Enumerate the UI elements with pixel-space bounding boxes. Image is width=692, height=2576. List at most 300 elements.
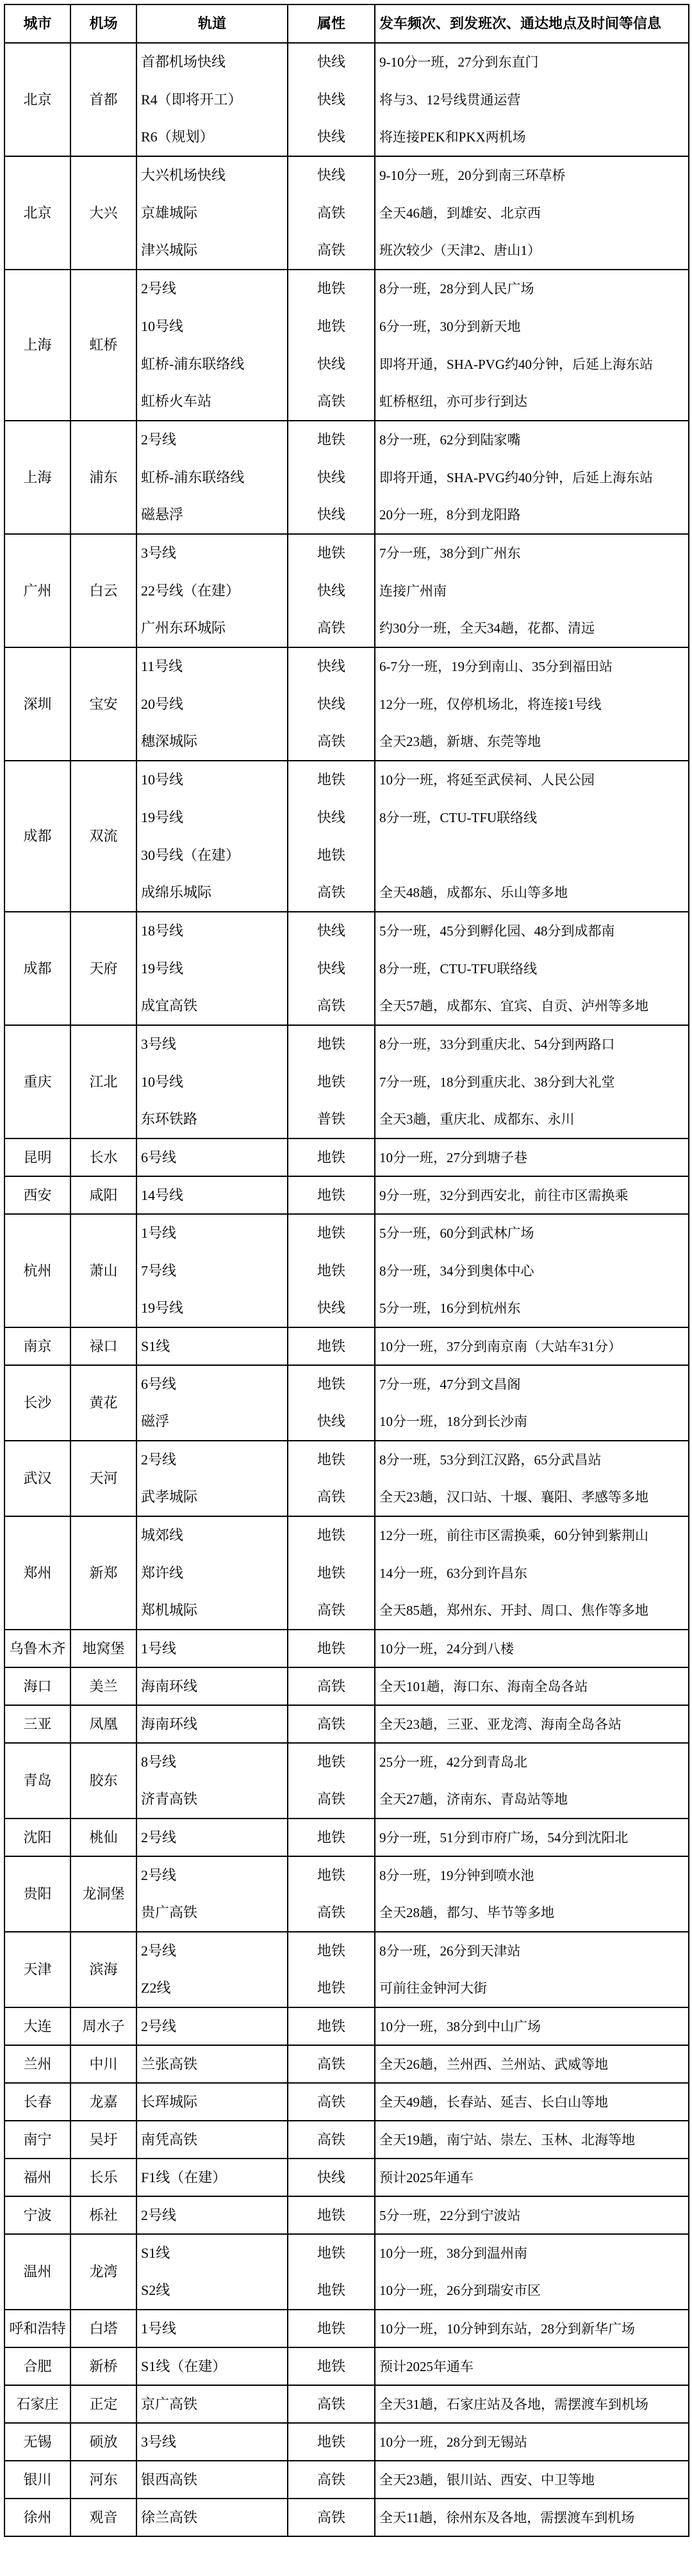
city-cell: 昆明 (4, 1138, 70, 1176)
type-cell: 快线 (288, 345, 375, 383)
type-cell: 高铁 (288, 874, 375, 912)
airport-cell: 桃仙 (70, 1819, 136, 1856)
type-cell: 快线 (288, 1403, 375, 1441)
info-cell: 全天11趟，徐州东及各地，需摆渡车到机场 (375, 2499, 689, 2536)
info-cell: 10分一班，18分到长沙南 (375, 1403, 689, 1441)
airport-cell: 萧山 (70, 1214, 136, 1327)
info-cell: 全天101趟，海口东、海南全岛各站 (375, 1667, 689, 1705)
type-cell: 快线 (288, 572, 375, 610)
table-row (4, 1705, 689, 1743)
city-cell: 重庆 (4, 1025, 70, 1138)
rail-line-cell: R4（即将开工） (136, 81, 288, 118)
info-cell: 14分一班，63分到许昌东 (375, 1554, 689, 1592)
info-cell: 7分一班，38分到广州东 (375, 534, 689, 572)
rail-line-cell: 成绵乐城际 (136, 874, 288, 912)
info-cell: 8分一班，53分到江汉路，65分武昌站 (375, 1441, 689, 1478)
city-cell: 宁波 (4, 2196, 70, 2234)
city-cell: 呼和浩特 (4, 2310, 70, 2347)
rail-line-cell: 成宜高铁 (136, 987, 288, 1025)
rail-line-cell: 19号线 (136, 950, 288, 987)
info-cell: 9分一班，51分到市府广场，54分到沈阳北 (375, 1819, 689, 1856)
type-cell: 地铁 (288, 1138, 375, 1176)
info-cell: 全天48趟，成都东、乐山等多地 (375, 874, 689, 912)
type-cell: 快线 (288, 496, 375, 534)
city-cell: 武汉 (4, 1441, 70, 1516)
rail-line-cell: 22号线（在建） (136, 572, 288, 610)
city-cell: 郑州 (4, 1516, 70, 1630)
rail-line-cell: Z2线 (136, 1970, 288, 2007)
info-cell: 全天85趟，郑州东、开封、周口、焦作等多地 (375, 1592, 689, 1630)
airport-cell: 江北 (70, 1025, 136, 1138)
type-cell: 快线 (288, 1290, 375, 1327)
info-cell: 20分一班，8分到龙阳路 (375, 496, 689, 534)
table-body (4, 43, 689, 2536)
rail-line-cell: S1线（在建） (136, 2347, 288, 2385)
rail-line-cell: 大兴机场快线 (136, 156, 288, 194)
city-cell: 兰州 (4, 2045, 70, 2083)
airport-cell: 地窝堡 (70, 1630, 136, 1667)
airport-cell: 河东 (70, 2461, 136, 2499)
header-row (4, 4, 689, 43)
info-cell: 即将开通，SHA-PVG约40分钟，后延上海东站 (375, 458, 689, 496)
rail-line-cell: 京雄城际 (136, 194, 288, 232)
type-cell: 地铁 (288, 1970, 375, 2007)
city-cell: 上海 (4, 270, 70, 421)
rail-line-cell: 虹桥-浦东联络线 (136, 345, 288, 383)
table-row (4, 2310, 689, 2347)
rail-line-cell: 2号线 (136, 1441, 288, 1478)
rail-line-cell: 2号线 (136, 1856, 288, 1894)
table-row (4, 43, 689, 81)
table-row (4, 1327, 689, 1365)
rail-line-cell: 3号线 (136, 534, 288, 572)
airport-cell: 白塔 (70, 2310, 136, 2347)
info-cell: 25分一班，42分到青岛北 (375, 1743, 689, 1781)
info-cell: 8分一班，CTU-TFU联络线 (375, 798, 689, 836)
airport-cell: 龙嘉 (70, 2083, 136, 2121)
info-cell: 将与3、12号线贯通运营 (375, 81, 689, 118)
rail-line-cell: 10号线 (136, 761, 288, 798)
type-cell: 高铁 (288, 723, 375, 761)
airport-cell: 栎社 (70, 2196, 136, 2234)
info-cell: 全天49趟，长春站、延吉、长白山等地 (375, 2083, 689, 2121)
airport-cell: 天府 (70, 912, 136, 1025)
table-row (4, 2461, 689, 2499)
rail-line-cell: S1线 (136, 2234, 288, 2272)
info-cell: 全天3趟，重庆北、成都东、永川 (375, 1101, 689, 1138)
airport-cell: 黄花 (70, 1365, 136, 1441)
table-row (4, 1856, 689, 1894)
city-cell: 合肥 (4, 2347, 70, 2385)
airport-cell: 虹桥 (70, 270, 136, 421)
info-cell: 全天23趟，汉口站、十堰、襄阳、孝感等多地 (375, 1478, 689, 1516)
rail-line-cell: F1线（在建） (136, 2159, 288, 2196)
table-row (4, 647, 689, 685)
type-cell: 快线 (288, 81, 375, 118)
type-cell: 地铁 (288, 421, 375, 458)
header-airport: 机场 (70, 4, 136, 43)
airport-rail-table (4, 4, 689, 2537)
info-cell: 约30分一班，全天34趟，花都、清远 (375, 610, 689, 647)
airport-cell: 天河 (70, 1441, 136, 1516)
airport-cell: 新桥 (70, 2347, 136, 2385)
type-cell: 地铁 (288, 2272, 375, 2310)
info-cell: 5分一班，45分到孵化园、48分到成都南 (375, 912, 689, 950)
airport-cell: 白云 (70, 534, 136, 647)
info-cell: 10分一班，26分到瑞安市区 (375, 2272, 689, 2310)
rail-line-cell: 海南环线 (136, 1667, 288, 1705)
type-cell: 地铁 (288, 1743, 375, 1781)
city-cell: 上海 (4, 421, 70, 534)
airport-cell: 正定 (70, 2385, 136, 2423)
info-cell: 6-7分一班，19分到南山、35分到福田站 (375, 647, 689, 685)
airport-cell: 中川 (70, 2045, 136, 2083)
type-cell: 快线 (288, 2159, 375, 2196)
city-cell: 银川 (4, 2461, 70, 2499)
info-cell: 9分一班，32分到西安北，前往市区需换乘 (375, 1176, 689, 1214)
city-cell: 深圳 (4, 647, 70, 761)
type-cell: 普铁 (288, 1101, 375, 1138)
info-cell: 9-10分一班，20分到南三环草桥 (375, 156, 689, 194)
type-cell: 快线 (288, 685, 375, 723)
type-cell: 地铁 (288, 1025, 375, 1063)
airport-cell: 硕放 (70, 2423, 136, 2461)
info-cell: 即将开通，SHA-PVG约40分钟，后延上海东站 (375, 345, 689, 383)
airport-cell: 新郑 (70, 1516, 136, 1630)
table-row (4, 2007, 689, 2045)
type-cell: 快线 (288, 156, 375, 194)
type-cell: 地铁 (288, 2310, 375, 2347)
rail-line-cell: 穗深城际 (136, 723, 288, 761)
airport-cell: 观音 (70, 2499, 136, 2536)
rail-line-cell: 津兴城际 (136, 232, 288, 270)
rail-line-cell: 2号线 (136, 1932, 288, 1970)
table-header (4, 4, 689, 43)
table-row (4, 1819, 689, 1856)
type-cell: 地铁 (288, 2196, 375, 2234)
rail-line-cell: 海南环线 (136, 1705, 288, 1743)
info-cell: 10分一班，37分到南京南（大站车31分） (375, 1327, 689, 1365)
type-cell: 高铁 (288, 1705, 375, 1743)
city-cell: 北京 (4, 156, 70, 270)
type-cell: 高铁 (288, 610, 375, 647)
type-cell: 地铁 (288, 2347, 375, 2385)
rail-line-cell: 2号线 (136, 270, 288, 307)
rail-line-cell: 虹桥火车站 (136, 383, 288, 421)
city-cell: 成都 (4, 761, 70, 912)
rail-line-cell: 11号线 (136, 647, 288, 685)
rail-line-cell: 郑许线 (136, 1554, 288, 1592)
type-cell: 高铁 (288, 232, 375, 270)
rail-line-cell: S2线 (136, 2272, 288, 2310)
rail-line-cell: 7号线 (136, 1252, 288, 1290)
rail-line-cell: 城郊线 (136, 1516, 288, 1554)
rail-line-cell: 虹桥-浦东联络线 (136, 458, 288, 496)
rail-line-cell: 3号线 (136, 1025, 288, 1063)
city-cell: 长沙 (4, 1365, 70, 1441)
airport-cell: 宝安 (70, 647, 136, 761)
type-cell: 地铁 (288, 1327, 375, 1365)
type-cell: 地铁 (288, 1365, 375, 1403)
info-cell: 全天27趟，济南东、青岛站等地 (375, 1781, 689, 1819)
info-cell: 5分一班，60分到武林广场 (375, 1214, 689, 1252)
rail-line-cell: 30号线（在建） (136, 836, 288, 874)
rail-line-cell: 2号线 (136, 421, 288, 458)
table-row (4, 1025, 689, 1063)
type-cell: 地铁 (288, 1441, 375, 1478)
info-cell: 10分一班，38分到温州南 (375, 2234, 689, 2272)
info-cell: 7分一班，47分到文昌阁 (375, 1365, 689, 1403)
rail-line-cell: 银西高铁 (136, 2461, 288, 2499)
type-cell: 地铁 (288, 270, 375, 307)
table-row (4, 156, 689, 194)
header-city: 城市 (4, 4, 70, 43)
type-cell: 地铁 (288, 1516, 375, 1554)
type-cell: 高铁 (288, 2045, 375, 2083)
info-cell: 7分一班，18分到重庆北、38分到大礼堂 (375, 1063, 689, 1101)
city-cell: 温州 (4, 2234, 70, 2310)
type-cell: 高铁 (288, 2121, 375, 2159)
city-cell: 南宁 (4, 2121, 70, 2159)
type-cell: 高铁 (288, 2499, 375, 2536)
city-cell: 广州 (4, 534, 70, 647)
info-cell: 8分一班，28分到人民广场 (375, 270, 689, 307)
city-cell: 西安 (4, 1176, 70, 1214)
type-cell: 快线 (288, 118, 375, 156)
table-row (4, 2196, 689, 2234)
table-row (4, 2121, 689, 2159)
table-row (4, 1743, 689, 1781)
info-cell: 全天31趟，石家庄站及各地，需摆渡车到机场 (375, 2385, 689, 2423)
rail-line-cell: 徐兰高铁 (136, 2499, 288, 2536)
type-cell: 地铁 (288, 761, 375, 798)
airport-cell: 滨海 (70, 1932, 136, 2007)
type-cell: 高铁 (288, 2083, 375, 2121)
table-row (4, 1176, 689, 1214)
rail-line-cell: 8号线 (136, 1743, 288, 1781)
rail-line-cell: 郑机城际 (136, 1592, 288, 1630)
type-cell: 地铁 (288, 1856, 375, 1894)
type-cell: 高铁 (288, 1478, 375, 1516)
type-cell: 地铁 (288, 1063, 375, 1101)
type-cell: 地铁 (288, 2423, 375, 2461)
rail-line-cell: 东环铁路 (136, 1101, 288, 1138)
airport-cell: 大兴 (70, 156, 136, 270)
info-cell: 全天23趟，三亚、亚龙湾、海南全岛各站 (375, 1705, 689, 1743)
rail-line-cell: 1号线 (136, 1630, 288, 1667)
rail-line-cell: 20号线 (136, 685, 288, 723)
info-cell: 8分一班，19分钟到喷水池 (375, 1856, 689, 1894)
type-cell: 高铁 (288, 1592, 375, 1630)
type-cell: 高铁 (288, 383, 375, 421)
rail-line-cell: 10号线 (136, 1063, 288, 1101)
table-row (4, 2385, 689, 2423)
table-row (4, 1365, 689, 1403)
airport-cell: 咸阳 (70, 1176, 136, 1214)
type-cell: 快线 (288, 912, 375, 950)
airport-cell: 胶东 (70, 1743, 136, 1819)
type-cell: 高铁 (288, 1667, 375, 1705)
info-cell: 连接广州南 (375, 572, 689, 610)
info-cell: 10分一班，27分到塘子巷 (375, 1138, 689, 1176)
table-row (4, 2045, 689, 2083)
info-cell: 8分一班，CTU-TFU联络线 (375, 950, 689, 987)
header-type: 属性 (288, 4, 375, 43)
info-cell: 5分一班，22分到宁波站 (375, 2196, 689, 2234)
airport-cell: 长乐 (70, 2159, 136, 2196)
rail-line-cell: 2号线 (136, 2196, 288, 2234)
info-cell: 预计2025年通车 (375, 2159, 689, 2196)
rail-line-cell: 首都机场快线 (136, 43, 288, 81)
airport-cell: 龙湾 (70, 2234, 136, 2310)
rail-line-cell: 18号线 (136, 912, 288, 950)
table-row (4, 1932, 689, 1970)
header-rail-line: 轨道 (136, 4, 288, 43)
info-cell: 10分一班，38分到中山广场 (375, 2007, 689, 2045)
table-row (4, 761, 689, 798)
type-cell: 地铁 (288, 1176, 375, 1214)
info-cell: 10分一班，10分钟到东站，28分到新华广场 (375, 2310, 689, 2347)
type-cell: 地铁 (288, 1252, 375, 1290)
table-row (4, 2347, 689, 2385)
type-cell: 地铁 (288, 307, 375, 345)
airport-cell: 美兰 (70, 1667, 136, 1705)
info-cell: 10分一班，24分到八楼 (375, 1630, 689, 1667)
info-cell: 12分一班，前往市区需换乘，60分钟到紫荆山 (375, 1516, 689, 1554)
type-cell: 快线 (288, 647, 375, 685)
info-cell: 10分一班，28分到无锡站 (375, 2423, 689, 2461)
type-cell: 地铁 (288, 836, 375, 874)
city-cell: 徐州 (4, 2499, 70, 2536)
rail-line-cell: 武孝城际 (136, 1478, 288, 1516)
rail-line-cell: 京广高铁 (136, 2385, 288, 2423)
city-cell: 三亚 (4, 1705, 70, 1743)
rail-line-cell: 济青高铁 (136, 1781, 288, 1819)
city-cell: 天津 (4, 1932, 70, 2007)
rail-line-cell: 南凭高铁 (136, 2121, 288, 2159)
type-cell: 快线 (288, 43, 375, 81)
city-cell: 长春 (4, 2083, 70, 2121)
airport-cell: 首都 (70, 43, 136, 156)
info-cell: 8分一班，34分到奥体中心 (375, 1252, 689, 1290)
info-cell (375, 836, 689, 874)
type-cell: 地铁 (288, 2234, 375, 2272)
airport-cell: 长水 (70, 1138, 136, 1176)
airport-cell: 吴圩 (70, 2121, 136, 2159)
rail-line-cell: 2号线 (136, 1819, 288, 1856)
city-cell: 北京 (4, 43, 70, 156)
info-cell: 全天57趟，成都东、宜宾、自贡、泸州等多地 (375, 987, 689, 1025)
city-cell: 无锡 (4, 2423, 70, 2461)
info-cell: 5分一班，16分到杭州东 (375, 1290, 689, 1327)
city-cell: 南京 (4, 1327, 70, 1365)
info-cell: 预计2025年通车 (375, 2347, 689, 2385)
city-cell: 大连 (4, 2007, 70, 2045)
rail-line-cell: 19号线 (136, 798, 288, 836)
rail-line-cell: 磁浮 (136, 1403, 288, 1441)
rail-line-cell: 1号线 (136, 1214, 288, 1252)
city-cell: 青岛 (4, 1743, 70, 1819)
table-row (4, 2159, 689, 2196)
rail-line-cell: 19号线 (136, 1290, 288, 1327)
type-cell: 地铁 (288, 1630, 375, 1667)
info-cell: 8分一班，26分到天津站 (375, 1932, 689, 1970)
rail-line-cell: 6号线 (136, 1138, 288, 1176)
type-cell: 高铁 (288, 1894, 375, 1932)
info-cell: 8分一班，62分到陆家嘴 (375, 421, 689, 458)
type-cell: 高铁 (288, 2461, 375, 2499)
rail-line-cell: R6（规划） (136, 118, 288, 156)
info-cell: 全天26趟，兰州西、兰州站、武威等地 (375, 2045, 689, 2083)
city-cell: 福州 (4, 2159, 70, 2196)
city-cell: 贵阳 (4, 1856, 70, 1932)
info-cell: 全天23趟，新塘、东莞等地 (375, 723, 689, 761)
airport-cell: 浦东 (70, 421, 136, 534)
table-row (4, 2499, 689, 2536)
info-cell: 全天46趟，到雄安、北京西 (375, 194, 689, 232)
city-cell: 沈阳 (4, 1819, 70, 1856)
type-cell: 高铁 (288, 2385, 375, 2423)
type-cell: 快线 (288, 950, 375, 987)
table-row (4, 1138, 689, 1176)
rail-line-cell: 兰张高铁 (136, 2045, 288, 2083)
city-cell: 杭州 (4, 1214, 70, 1327)
type-cell: 地铁 (288, 1214, 375, 1252)
rail-line-cell: 6号线 (136, 1365, 288, 1403)
type-cell: 地铁 (288, 2007, 375, 2045)
type-cell: 高铁 (288, 194, 375, 232)
info-cell: 将连接PEK和PKX两机场 (375, 118, 689, 156)
type-cell: 高铁 (288, 987, 375, 1025)
city-cell: 海口 (4, 1667, 70, 1705)
table-row (4, 534, 689, 572)
rail-line-cell: 磁悬浮 (136, 496, 288, 534)
airport-cell: 凤凰 (70, 1705, 136, 1743)
type-cell: 地铁 (288, 534, 375, 572)
table-row (4, 2083, 689, 2121)
airport-cell: 双流 (70, 761, 136, 912)
table-row (4, 1441, 689, 1478)
table-row (4, 2423, 689, 2461)
info-cell: 10分一班，将延至武侯祠、人民公园 (375, 761, 689, 798)
info-cell: 虹桥枢纽，亦可步行到达 (375, 383, 689, 421)
rail-line-cell: 14号线 (136, 1176, 288, 1214)
type-cell: 快线 (288, 798, 375, 836)
type-cell: 快线 (288, 458, 375, 496)
table-row (4, 1667, 689, 1705)
type-cell: 地铁 (288, 1932, 375, 1970)
info-cell: 班次较少（天津2、唐山1） (375, 232, 689, 270)
info-cell: 12分一班，仅停机场北，将连接1号线 (375, 685, 689, 723)
info-cell: 9-10分一班，27分到东直门 (375, 43, 689, 81)
header-info: 发车频次、到发班次、通达地点及时间等信息 (375, 4, 689, 43)
table-row (4, 2234, 689, 2272)
rail-line-cell: 广州东环城际 (136, 610, 288, 647)
airport-cell: 禄口 (70, 1327, 136, 1365)
table-row (4, 1516, 689, 1554)
airport-cell: 周水子 (70, 2007, 136, 2045)
table-row (4, 1630, 689, 1667)
table-row (4, 270, 689, 307)
table-row (4, 1214, 689, 1252)
rail-line-cell: 3号线 (136, 2423, 288, 2461)
type-cell: 地铁 (288, 1554, 375, 1592)
info-cell: 可前往金钟河大街 (375, 1970, 689, 2007)
rail-line-cell: 1号线 (136, 2310, 288, 2347)
rail-line-cell: 10号线 (136, 307, 288, 345)
info-cell: 全天19趟，南宁站、崇左、玉林、北海等地 (375, 2121, 689, 2159)
type-cell: 地铁 (288, 1819, 375, 1856)
